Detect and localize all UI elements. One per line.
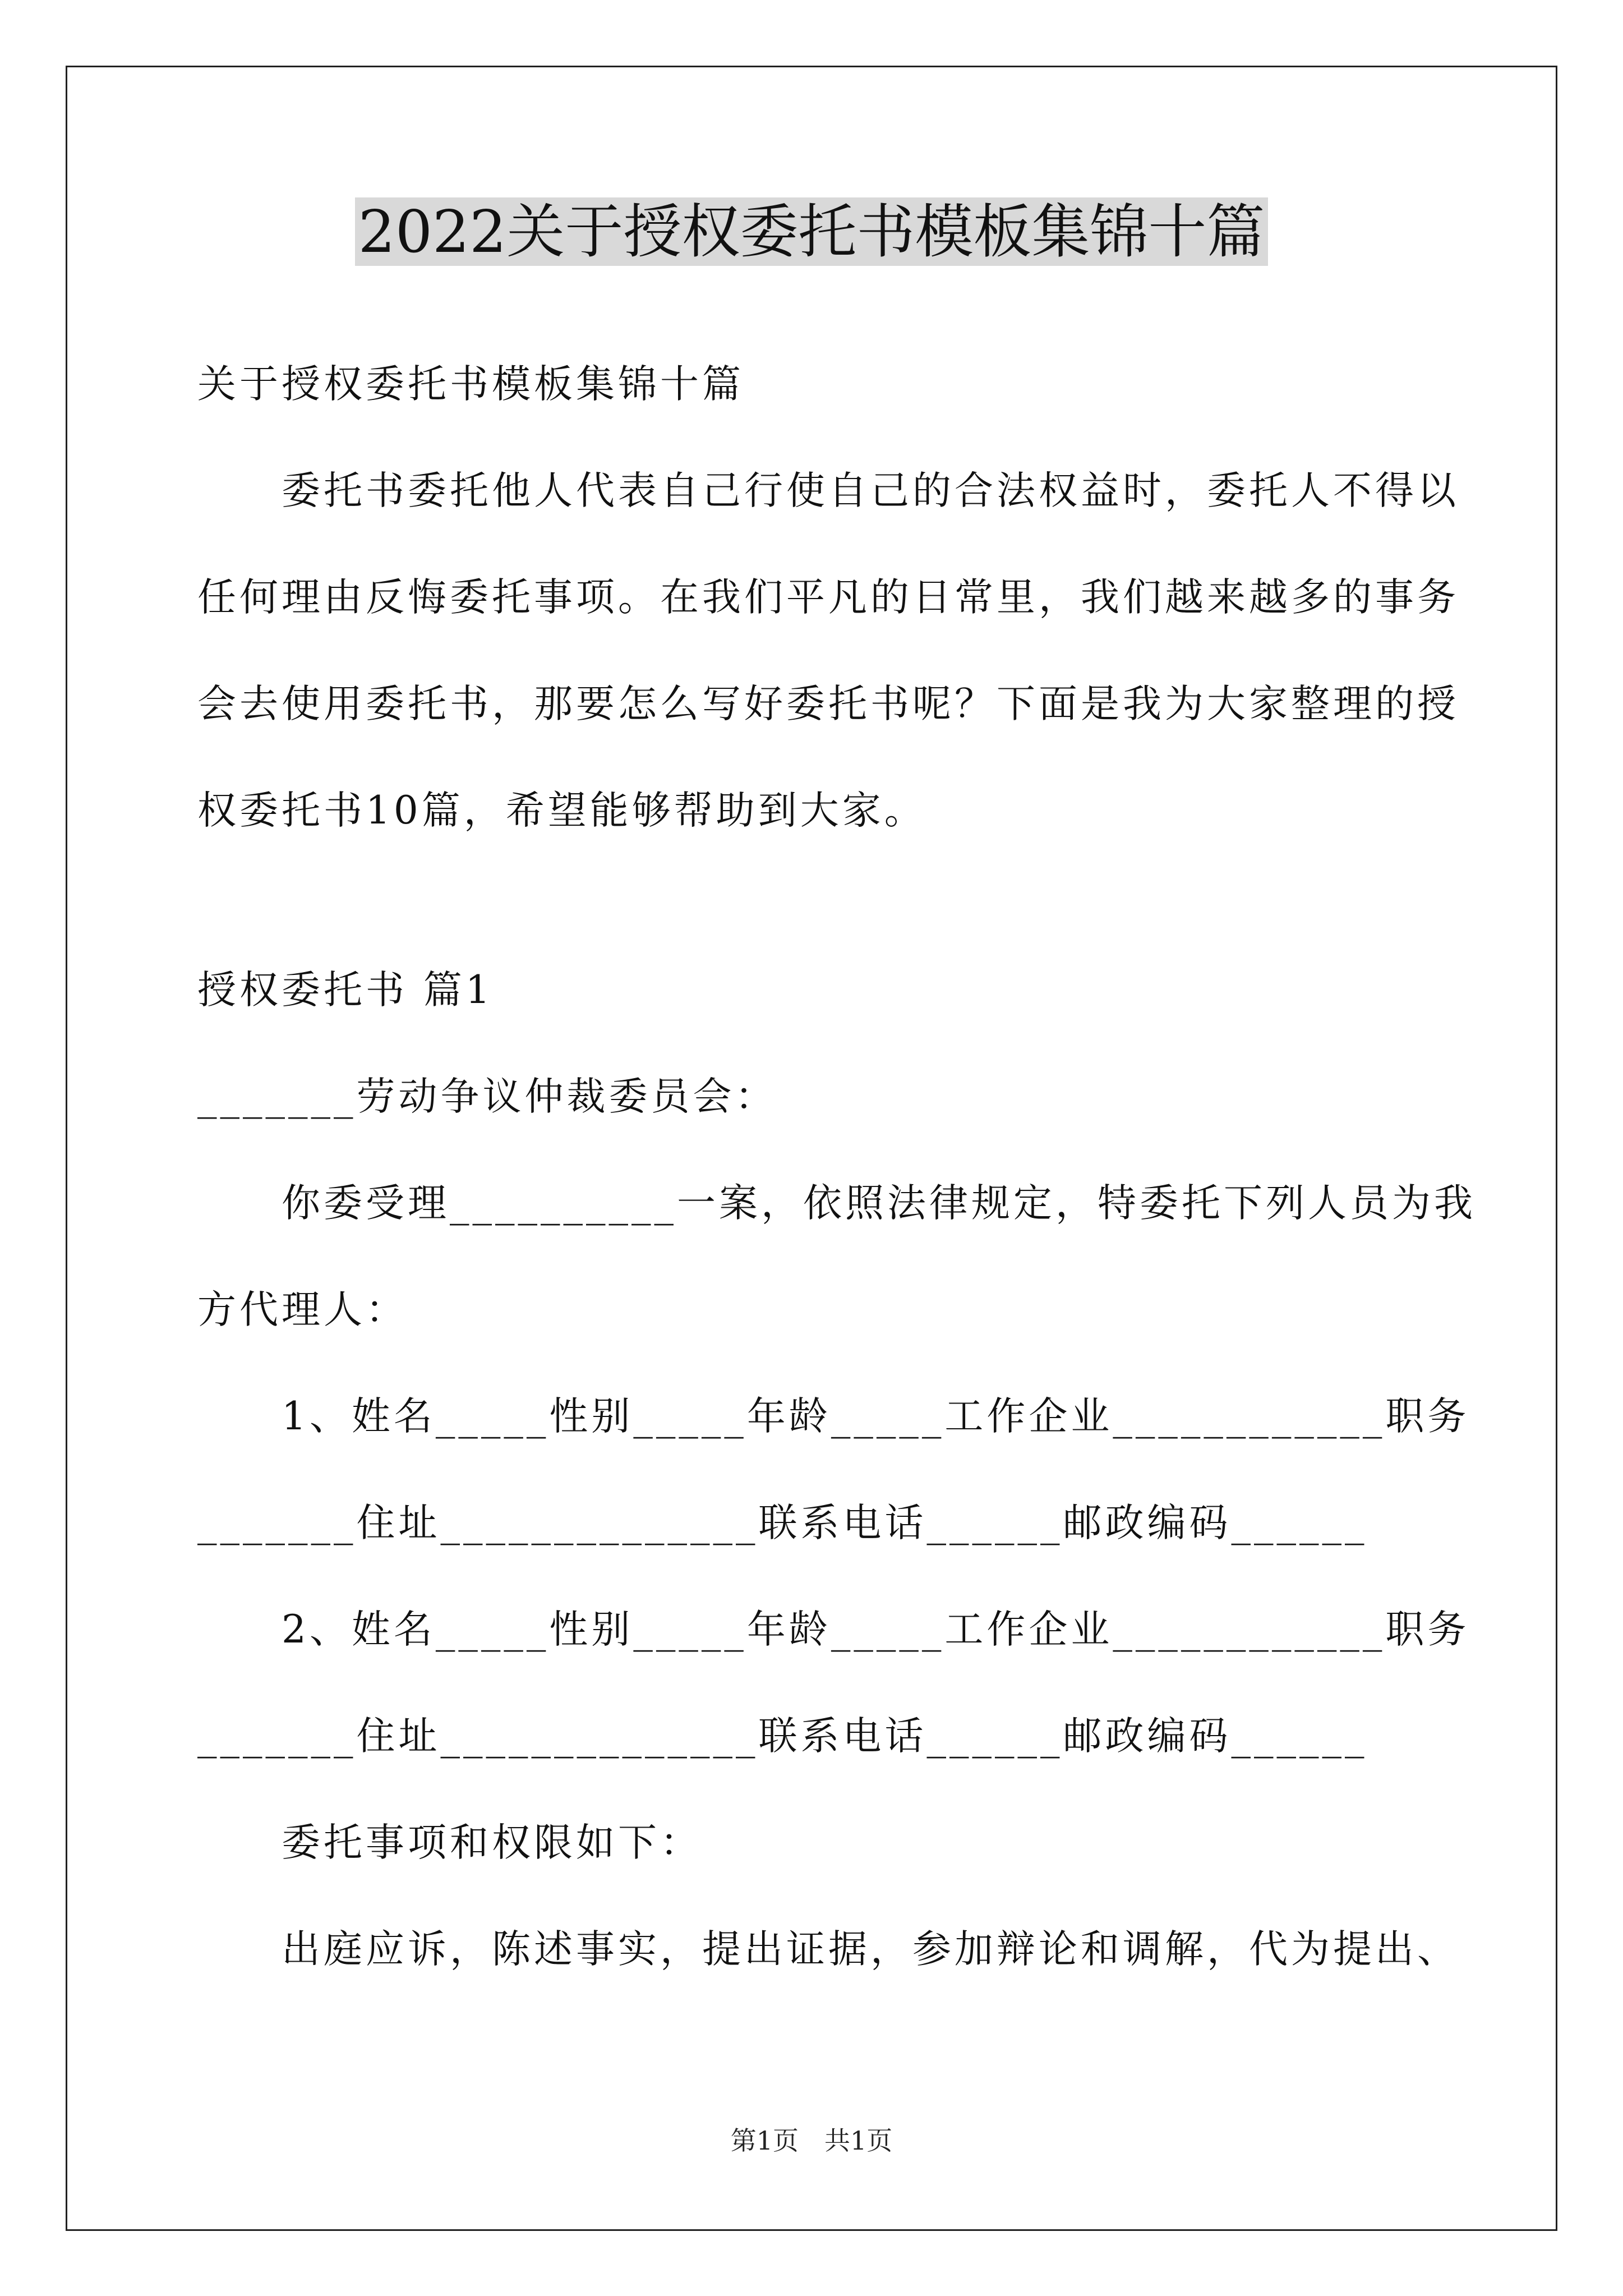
document-title [0,190,1623,274]
document-body [197,331,1476,2003]
text-line: 授权委托书 篇1 [197,968,494,1013]
page-footer: 第1页 共1页 [730,2125,893,2156]
text-line: 2、姓名_____性别_____年龄_____工作企业____________职务 [282,1607,1470,1652]
text-line: 关于授权委托书模板集锦十篇 [197,362,744,407]
text-line: 权委托书10篇，希望能够帮助到大家。 [197,788,926,833]
text-line: 1、姓名_____性别_____年龄_____工作企业____________职务 [282,1394,1470,1439]
text-line: _______劳动争议仲裁委员会： [197,1074,777,1119]
text-line: 方代理人： [197,1287,408,1332]
title-text: 2022关于授权委托书模板集锦十篇 [355,197,1269,266]
text-line: _______住址______________联系电话______邮政编码______ [197,1714,1368,1759]
text-line: 委托事项和权限如下： [282,1820,702,1865]
text-line: 委托书委托他人代表自己行使自己的合法权益时，委托人不得以 [282,468,1459,513]
section-gap [197,864,1426,937]
text-line: 会去使用委托书，那要怎么写好委托书呢？下面是我为大家整理的授 [197,682,1459,726]
text-line: 出庭应诉，陈述事实，提出证据，参加辩论和调解，代为提出、 [282,1927,1459,1972]
text-line: 任何理由反悔委托事项。在我们平凡的日常里，我们越来越多的事务 [197,575,1459,620]
text-line: _______住址______________联系电话______邮政编码______ [197,1501,1368,1545]
text-line: 你委受理__________一案，依照法律规定，特委托下列人员为我 [282,1181,1476,1226]
